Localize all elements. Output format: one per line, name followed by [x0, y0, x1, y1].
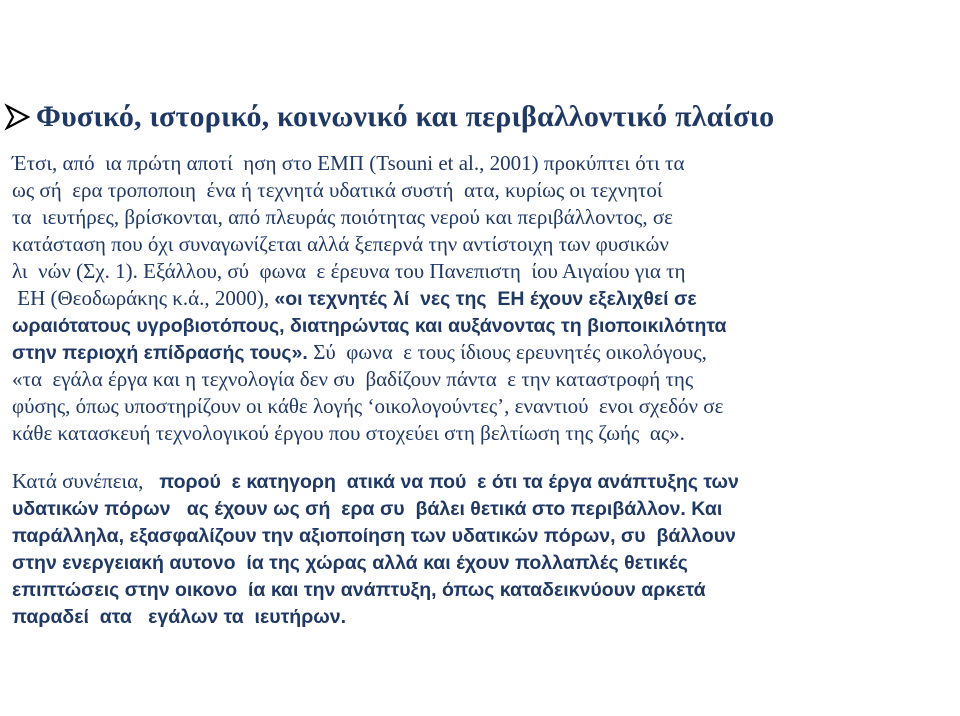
text-line [12, 495, 948, 522]
bold-text-run: «οι τεχνητές λί νες της ΕΗ έχουν εξελιχθεί σε [274, 288, 697, 310]
text-line [12, 576, 948, 603]
text-line [12, 150, 948, 177]
text-run: λι νών (Σχ. 1). Εξάλλου, σύ φωνα ε έρευνα του Πανεπιστη ίου Αιγαίου για τη [12, 259, 686, 283]
paragraph-1 [12, 150, 948, 447]
bold-text-run: πορού ε κατηγορη ατικά να πού ε ότι τα έργα ανάπτυξης των [159, 471, 739, 493]
bold-text-run: στην ενεργειακή αυτονο ία της χώρας αλλά και έχουν πολλαπλές θετικές [12, 552, 688, 574]
text-line [12, 468, 948, 495]
text-run: φύσης, όπως υποστηρίζουν οι κάθε λογής ‘οικολογούντες’, εναντιού ενοι σχεδόν σε [12, 394, 724, 418]
bold-text-run: παράλληλα, εξασφαλίζουν την αξιοποίηση των υδατικών πόρων, συ βάλλουν [12, 525, 736, 547]
text-line [12, 393, 948, 420]
text-line [12, 231, 948, 258]
text-run: Κατά συνέπεια, [12, 469, 160, 493]
bold-text-run: επιπτώσεις στην οικονο ία και την ανάπτυξη, όπως καταδεικνύουν αρκετά [12, 579, 706, 601]
text-run: «τα εγάλα έργα και η τεχνολογία δεν συ βαδίζουν πάντα ε την καταστροφή της [12, 367, 694, 391]
text-line [12, 420, 948, 447]
text-line [12, 549, 948, 576]
text-line [12, 285, 948, 312]
text-line [12, 339, 948, 366]
text-line [12, 522, 948, 549]
section-title: Φυσικό, ιστορικό, κοινωνικό και περιβαλλοντικό πλαίσιο [36, 100, 775, 133]
text-run: ΕΗ (Θεοδωράκης κ.ά., 2000), [12, 286, 275, 310]
bold-text-run: παραδεί ατα εγάλων τα ιευτήρων. [12, 606, 346, 628]
text-line [12, 603, 948, 630]
text-run: κατάσταση που όχι συναγωνίζεται αλλά ξεπερνά την αντίστοιχη των φυσικών [12, 232, 669, 256]
text-line [12, 177, 948, 204]
bold-text-run: στην περιοχή επίδρασής τους». [12, 342, 314, 364]
text-line [12, 312, 948, 339]
text-line [12, 366, 948, 393]
text-line [12, 204, 948, 231]
text-run: κάθε κατασκευή τεχνολογικού έργου που στοχεύει στη βελτίωση της ζωής ας». [12, 421, 685, 445]
text-run: ως σή ερα τροποποιη ένα ή τεχνητά υδατικά συστή ατα, κυρίως οι τεχνητοί [12, 178, 663, 202]
text-run: τα ιευτήρες, βρίσκονται, από πλευράς ποιότητας νερού και περιβάλλοντος, σε [12, 205, 673, 229]
section-heading [4, 100, 774, 134]
text-line [12, 258, 948, 285]
text-run: Έτσι, από ια πρώτη αποτί ηση στο ΕΜΠ (Tsouni et al., 2001) προκύπτει ότι τα [12, 151, 685, 175]
bold-text-run: ωραιότατους υγροβιοτόπους, διατηρώντας και αυξάνοντας τη βιοποικιλότητα [12, 315, 727, 337]
text-run: Σύ φωνα ε τους ίδιους ερευνητές οικολόγους, [313, 340, 707, 364]
arrow-bullet-icon [4, 102, 32, 132]
bold-text-run: υδατικών πόρων ας έχουν ως σή ερα συ βάλει θετικά στο περιβάλλον. Και [12, 498, 723, 520]
paragraph-2 [12, 468, 948, 630]
